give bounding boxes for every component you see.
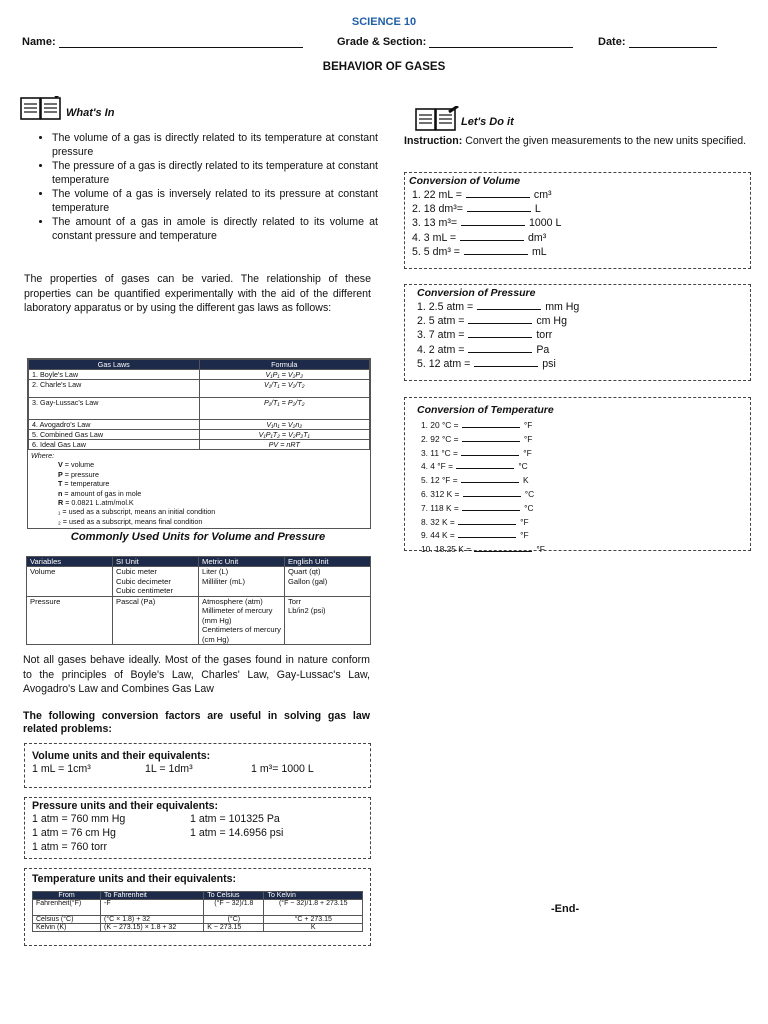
pressure-conversion-answer-blank[interactable] (468, 328, 532, 338)
temperature-conversion-question: 8. 32 K = (421, 516, 458, 527)
subject-title: SCIENCE 10 (351, 16, 417, 28)
volume-conversion-question: 2. 18 dm³= (412, 203, 466, 216)
volume-box-title: Volume units and their equivalents: (32, 750, 211, 762)
volume-equivalent: 1 m³= 1000 L (251, 763, 314, 775)
volume-equivalent: 1 mL = 1cm³ (32, 763, 91, 775)
temperature-conversion-unit: K (522, 475, 529, 486)
units-cell: Pressure (27, 596, 113, 645)
temperature-conversion-answer-blank[interactable] (458, 528, 516, 538)
conversion-volume-box (404, 172, 751, 269)
whats-in-bullets (38, 131, 378, 243)
grade-label: Grade & Section: (337, 36, 427, 48)
volume-conversion-question: 5. 5 dm³ = (412, 245, 463, 258)
volume-conversion-item (412, 245, 750, 259)
instruction-text (404, 134, 751, 149)
temperature-conversion-question: 1. 20 °C = (421, 420, 461, 430)
temperature-conversion-unit: °F (523, 447, 532, 458)
temperature-conversion-unit: °C (524, 502, 534, 513)
gas-laws-header: Gas Laws (29, 360, 200, 370)
gas-law-name: 5. Combined Gas Law (29, 430, 200, 440)
units-header: Metric Unit (199, 557, 285, 567)
gas-law-formula: V₁P₁ = V₂P₂ (199, 370, 370, 380)
volume-conversion-question: 3. 13 m³= (412, 217, 460, 230)
temperature-conversion-item (421, 459, 750, 473)
gas-law-formula: V₁/T₁ = V₂/T₂ (199, 380, 370, 398)
pressure-conversion-question: 5. 12 atm = (417, 357, 474, 370)
temperature-conversion-unit: °F (520, 530, 529, 541)
temp-header: From (33, 892, 101, 900)
legend-item: R = 0.0821 L.atm/mol.K (58, 498, 134, 508)
temperature-conversion-answer-blank[interactable] (456, 459, 514, 469)
temperature-conversion-answer-blank[interactable] (462, 432, 520, 442)
pressure-equivalent: 1 atm = 14.6956 psi (190, 827, 284, 839)
temp-header: To Fahrenheit (101, 892, 204, 900)
pressure-conversion-answer-blank[interactable] (474, 357, 538, 367)
units-cell: Torr Lb/in2 (psi) (285, 596, 371, 645)
temperature-conversion-item (421, 487, 750, 501)
pressure-conversion-question: 1. 2.5 atm = (417, 301, 477, 313)
temperature-conversion-answer-blank[interactable] (462, 501, 520, 511)
lets-do-it-heading: Let's Do it (461, 116, 514, 128)
temperature-conversion-answer-blank[interactable] (462, 418, 520, 428)
temperature-conversion-item (421, 418, 750, 432)
pressure-conversion-question: 3. 7 atm = (417, 329, 468, 342)
whats-in-heading: What's In (66, 107, 115, 119)
conversion-volume-title: Conversion of Volume (409, 175, 521, 187)
volume-conversion-answer-blank[interactable] (460, 231, 524, 241)
units-header: SI Unit (113, 557, 199, 567)
temperature-table (32, 891, 363, 932)
end-marker: -End- (551, 903, 580, 915)
temperature-conversion-unit: °C (524, 488, 535, 499)
gas-law-formula: PV = nRT (199, 440, 370, 450)
temp-cell: Celsius (°C) (33, 916, 101, 924)
temp-cell: (°C × 1.8) + 32 (101, 916, 204, 924)
pressure-conversion-unit: mm Hg (545, 301, 580, 313)
temperature-conversion-unit: °F (536, 544, 545, 555)
pressure-conversion-unit: cm Hg (536, 315, 567, 328)
pressure-equivalent: 1 atm = 76 cm Hg (32, 827, 116, 839)
bullet-item: • The amount of a gas in amole is directly related to its volume at constant pressure and temperature (52, 215, 378, 243)
units-table-title: Commonly Used Units for Volume and Pressure (70, 531, 326, 543)
volume-conversion-answer-blank[interactable] (466, 188, 530, 198)
units-cell: Quart (qt) Gallon (gal) (285, 567, 371, 597)
volume-conversion-question: 1. 22 mL = (412, 189, 465, 201)
pressure-conversion-item (417, 328, 750, 342)
date-field-row (598, 36, 717, 48)
units-cell: Atmosphere (atm) Millimeter of mercury (mm Hg) Centimeters of mercury (cm Hg) (199, 596, 285, 645)
temperature-conversion-question: 5. 12 °F = (421, 475, 460, 486)
bullet-item: • The volume of a gas is directly related to its temperature at constant pressure (52, 131, 378, 159)
temperature-conversion-question: 4. 4 °F = (421, 461, 456, 472)
units-cell: Liter (L) Milliliter (mL) (199, 567, 285, 597)
temperature-conversion-question: 3. 11 °C = (421, 447, 461, 458)
conversion-pressure-title: Conversion of Pressure (417, 287, 536, 299)
volume-equivalents-box (24, 743, 371, 788)
name-blank (59, 37, 303, 48)
temp-cell: -F (101, 900, 204, 916)
units-header: English Unit (285, 557, 371, 567)
units-header: Variables (27, 557, 113, 567)
temp-cell: Fahrenheit(°F) (33, 900, 101, 916)
temp-cell: (K − 273.15) × 1.8 + 32 (101, 924, 204, 932)
pressure-conversion-answer-blank[interactable] (468, 343, 532, 353)
pressure-equivalents-box (24, 797, 371, 859)
temp-cell: °C + 273.15 (264, 916, 363, 924)
temperature-conversion-item (421, 501, 750, 515)
volume-conversion-item (412, 202, 750, 216)
pressure-equivalent: 1 atm = 760 torr (32, 841, 108, 853)
pressure-conversion-unit: Pa (536, 343, 550, 356)
legend-item: V = volume (58, 460, 95, 470)
bullet-item: • The pressure of a gas is directly related to its temperature at constant temperature (52, 159, 378, 187)
gas-law-name: 6. Ideal Gas Law (29, 440, 200, 450)
volume-conversion-answer-blank[interactable] (467, 202, 531, 212)
conversion-temperature-box (404, 397, 751, 555)
book-icon (20, 96, 64, 127)
pressure-conversion-question: 2. 5 atm = (417, 315, 468, 328)
volume-conversion-unit: cm³ (533, 189, 552, 201)
temp-cell: (°F − 32)/1.8 (204, 900, 264, 916)
temperature-conversion-unit: °F (520, 516, 529, 527)
volume-conversion-unit: 1000 L (529, 217, 562, 230)
temp-cell: Kelvin (K) (33, 924, 101, 932)
instruction-label: Instruction: (404, 135, 463, 147)
legend-item: ₁ = used as a subscript, means an initial condition (58, 507, 216, 517)
temperature-conversion-item (421, 432, 750, 446)
instruction-body: Convert the given measurements to the new units specified. (465, 135, 747, 147)
pressure-conversion-item (417, 300, 750, 314)
pressure-conversion-item (417, 357, 750, 371)
where-label: Where: (31, 451, 55, 460)
temperature-conversion-question: 2. 92 °C = (421, 433, 461, 444)
pressure-conversion-item (417, 343, 750, 357)
gas-law-name: 2. Charle's Law (29, 380, 200, 398)
formula-header: Formula (199, 360, 370, 370)
units-cell: Cubic meter Cubic decimeter Cubic centimeter (113, 567, 199, 597)
temperature-conversion-item (421, 515, 750, 529)
name-label: Name: (22, 36, 56, 48)
conversion-temperature-title: Conversion of Temperature (417, 404, 554, 416)
legend-item: T = temperature (58, 479, 110, 489)
units-table (26, 556, 371, 645)
pressure-conversion-item (417, 314, 750, 328)
pressure-conversion-answer-blank[interactable] (477, 300, 541, 310)
temp-cell: (°F − 32)/1.8 + 273.15 (264, 900, 363, 916)
temperature-conversion-answer-blank[interactable] (461, 446, 519, 456)
gas-law-formula: V₁P₁T₂ = V₂P₂T₁ (199, 430, 370, 440)
pressure-box-title: Pressure units and their equivalents: (32, 800, 219, 812)
temperature-conversion-unit: °C (518, 461, 528, 472)
gas-law-name: 4. Avogadro's Law (29, 420, 200, 430)
legend-item: ₂ = used as a subscript, means final condition (58, 516, 203, 526)
legend-item: P = pressure (58, 469, 99, 479)
gas-law-name: 1. Boyle's Law (29, 370, 200, 380)
conversion-intro: The following conversion factors are useful in solving gas law related problems: (23, 710, 370, 735)
units-cell: Volume (27, 567, 113, 597)
properties-paragraph: The properties of gases can be varied. The relationship of these properties can be quantified experimentally with the aid of the different laboratory apparatus or by using the different gas laws as follows: (24, 273, 371, 314)
volume-conversion-item (412, 216, 750, 230)
pressure-conversion-question: 4. 2 atm = (417, 343, 468, 356)
volume-conversion-item (412, 188, 750, 202)
grade-blank (429, 37, 573, 48)
volume-conversion-unit: mL (531, 245, 547, 258)
temp-cell: (°C) (204, 916, 264, 924)
temperature-conversion-item (421, 473, 750, 487)
temperature-conversion-item (421, 542, 750, 556)
volume-conversion-unit: dm³ (528, 231, 547, 244)
pressure-conversion-answer-blank[interactable] (468, 314, 532, 324)
temp-cell: K (264, 924, 363, 932)
temperature-conversion-question: 10. 18.25 K = (421, 544, 474, 555)
legend-item: n = amount of gas in mole (58, 488, 142, 498)
pressure-equivalent: 1 atm = 760 mm Hg (32, 813, 126, 825)
pressure-equivalent: 1 atm = 101325 Pa (190, 813, 280, 825)
gas-law-formula: V₁n₁ = V₂n₂ (199, 420, 370, 430)
pressure-conversion-unit: psi (542, 357, 556, 370)
temperature-conversion-answer-blank[interactable] (474, 542, 532, 552)
date-label: Date: (598, 36, 626, 48)
temperature-box-title: Temperature units and their equivalents: (32, 873, 237, 885)
gas-law-formula: P₁/T₁ = P₂/T₂ (199, 398, 370, 420)
volume-conversion-answer-blank[interactable] (461, 216, 525, 226)
grade-field-row (337, 36, 573, 48)
temperature-conversion-answer-blank[interactable] (458, 515, 516, 525)
conversion-pressure-box (404, 284, 751, 381)
units-cell: Pascal (Pa) (113, 596, 199, 645)
volume-conversion-answer-blank[interactable] (464, 245, 528, 255)
volume-conversion-item (412, 231, 750, 245)
temperature-conversion-question: 9. 44 K = (421, 530, 458, 541)
temp-header: To Kelvin (264, 892, 363, 900)
temperature-conversion-item (421, 528, 750, 542)
book-pencil-icon (415, 106, 459, 137)
temperature-conversion-answer-blank[interactable] (461, 473, 519, 483)
temperature-conversion-question: 7. 118 K = (421, 502, 462, 513)
temperature-conversion-unit: °F (523, 420, 533, 430)
gas-laws-table (27, 358, 371, 529)
volume-equivalent: 1L = 1dm³ (145, 763, 193, 775)
name-field-row (22, 36, 303, 48)
temperature-conversion-unit: °F (523, 433, 533, 444)
temp-cell: K − 273.15 (204, 924, 264, 932)
bullet-item: • The volume of a gas is inversely related to its pressure at constant temperature (52, 187, 378, 215)
gas-law-name: 3. Gay-Lussac's Law (29, 398, 200, 420)
pressure-conversion-unit: torr (536, 329, 553, 342)
temp-header: To Celsius (204, 892, 264, 900)
ideal-gas-paragraph: Not all gases behave ideally. Most of the gases found in nature conform to the principles of Boyle's Law, Charles' Law, Gay-Lussac's Law, Avogadro's Law and Combines Gas Law (23, 654, 370, 695)
volume-conversion-question: 4. 3 mL = (412, 231, 460, 244)
where-legend (28, 450, 370, 528)
volume-conversion-unit: L (534, 203, 541, 216)
temperature-conversion-question: 6. 312 K = (421, 488, 462, 499)
temperature-equivalents-box (24, 868, 371, 946)
page-title: BEHAVIOR OF GASES (322, 61, 446, 73)
date-blank (629, 37, 717, 48)
temperature-conversion-item (421, 446, 750, 460)
temperature-conversion-answer-blank[interactable] (463, 487, 521, 497)
